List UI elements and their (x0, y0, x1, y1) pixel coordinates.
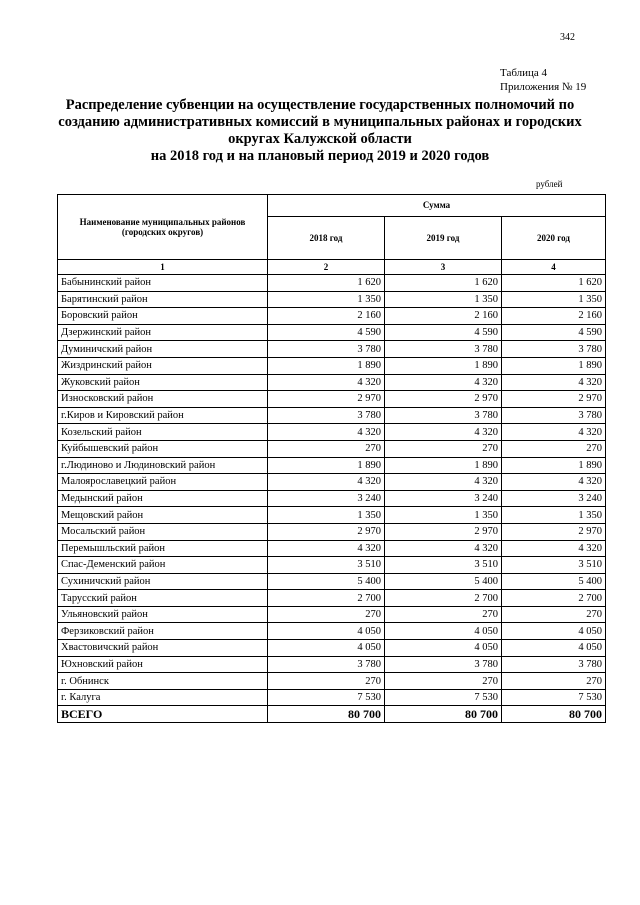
amount-2018: 5 400 (268, 573, 385, 590)
municipality-name: Ферзиковский район (58, 623, 268, 640)
amount-2018: 3 780 (268, 407, 385, 424)
amount-2018: 4 050 (268, 640, 385, 657)
total-label: ВСЕГО (58, 706, 268, 723)
total-2018: 80 700 (268, 706, 385, 723)
amount-2020: 270 (502, 673, 606, 690)
amount-2020: 1 890 (502, 357, 606, 374)
amount-2020: 4 320 (502, 540, 606, 557)
municipality-name: Тарусский район (58, 590, 268, 607)
column-index-3: 3 (385, 260, 502, 275)
amount-2018: 4 320 (268, 540, 385, 557)
header-year-2020: 2020 год (502, 216, 606, 259)
amount-2018: 270 (268, 673, 385, 690)
column-index-4: 4 (502, 260, 606, 275)
amount-2019: 1 350 (385, 291, 502, 308)
municipality-name: Юхновский район (58, 656, 268, 673)
amount-2019: 1 620 (385, 275, 502, 292)
municipality-name: г.Киров и Кировский район (58, 407, 268, 424)
amount-2018: 3 780 (268, 656, 385, 673)
municipality-name: Бабынинский район (58, 275, 268, 292)
header-sum: Сумма (268, 195, 606, 217)
amount-2019: 3 240 (385, 490, 502, 507)
municipality-name: Медынский район (58, 490, 268, 507)
total-row (58, 706, 606, 723)
amount-2020: 270 (502, 606, 606, 623)
header-municipality-name: Наименование муниципальных районов (городских округов) (58, 195, 268, 260)
amount-2019: 2 970 (385, 391, 502, 408)
table-row (58, 391, 606, 408)
amount-2018: 2 700 (268, 590, 385, 607)
amount-2018: 1 890 (268, 357, 385, 374)
municipality-name: Дзержинский район (58, 324, 268, 341)
amount-2019: 270 (385, 606, 502, 623)
header-year-2019: 2019 год (385, 216, 502, 259)
amount-2019: 1 890 (385, 357, 502, 374)
amount-2020: 4 050 (502, 623, 606, 640)
amount-2018: 4 050 (268, 623, 385, 640)
amount-2020: 4 320 (502, 424, 606, 441)
amount-2020: 3 240 (502, 490, 606, 507)
table-row (58, 573, 606, 590)
table-row (58, 474, 606, 491)
amount-2020: 2 700 (502, 590, 606, 607)
amount-2018: 270 (268, 440, 385, 457)
amount-2018: 1 350 (268, 291, 385, 308)
table-row (58, 324, 606, 341)
amount-2020: 4 320 (502, 474, 606, 491)
title-line-3: округах Калужской области (228, 131, 412, 147)
table-row (58, 490, 606, 507)
table-row (58, 374, 606, 391)
amount-2020: 2 970 (502, 523, 606, 540)
header-year-2018: 2018 год (268, 216, 385, 259)
amount-2020: 3 780 (502, 407, 606, 424)
municipality-name: Боровский район (58, 308, 268, 325)
amount-2018: 4 320 (268, 424, 385, 441)
municipality-name: Мосальский район (58, 523, 268, 540)
amount-2020: 4 320 (502, 374, 606, 391)
table-row (58, 606, 606, 623)
amount-2018: 3 510 (268, 557, 385, 574)
municipality-name: Думиничский район (58, 341, 268, 358)
amount-2020: 2 970 (502, 391, 606, 408)
amount-2018: 3 780 (268, 341, 385, 358)
amount-2019: 1 890 (385, 457, 502, 474)
table-row (58, 640, 606, 657)
amount-2020: 7 530 (502, 689, 606, 706)
amount-2020: 3 780 (502, 341, 606, 358)
amount-2020: 1 350 (502, 291, 606, 308)
amount-2019: 4 320 (385, 540, 502, 557)
table-row (58, 540, 606, 557)
amount-2019: 2 700 (385, 590, 502, 607)
amount-2018: 2 970 (268, 523, 385, 540)
annex-reference (500, 66, 586, 94)
municipality-name: Жуковский район (58, 374, 268, 391)
amount-2019: 1 350 (385, 507, 502, 524)
table-row (58, 523, 606, 540)
table-row (58, 424, 606, 441)
amount-2019: 3 780 (385, 407, 502, 424)
amount-2018: 270 (268, 606, 385, 623)
amount-2019: 3 780 (385, 656, 502, 673)
amount-2019: 3 780 (385, 341, 502, 358)
table-row (58, 457, 606, 474)
municipality-name: Козельский район (58, 424, 268, 441)
municipality-name: Перемышльский район (58, 540, 268, 557)
amount-2019: 3 510 (385, 557, 502, 574)
table-row (58, 275, 606, 292)
amount-2019: 2 160 (385, 308, 502, 325)
municipality-name: Малоярославецкий район (58, 474, 268, 491)
table-row (58, 673, 606, 690)
municipality-name: Куйбышевский район (58, 440, 268, 457)
amount-2020: 1 350 (502, 507, 606, 524)
table-row (58, 407, 606, 424)
table-row (58, 590, 606, 607)
municipality-name: Хвастовичский район (58, 640, 268, 657)
amount-2019: 270 (385, 673, 502, 690)
amount-2019: 4 590 (385, 324, 502, 341)
municipality-name: г. Обнинск (58, 673, 268, 690)
table-row (58, 308, 606, 325)
amount-2018: 4 320 (268, 474, 385, 491)
total-2020: 80 700 (502, 706, 606, 723)
amount-2020: 3 780 (502, 656, 606, 673)
amount-2018: 3 240 (268, 490, 385, 507)
table-row (58, 507, 606, 524)
title-line-1: Распределение субвенции на осуществление государственных полномочий по (65, 97, 575, 113)
table-row (58, 357, 606, 374)
amount-2019: 270 (385, 440, 502, 457)
municipality-name: Барятинский район (58, 291, 268, 308)
amount-2020: 4 590 (502, 324, 606, 341)
table-row (58, 291, 606, 308)
amount-2018: 4 320 (268, 374, 385, 391)
amount-2018: 4 590 (268, 324, 385, 341)
amount-2019: 2 970 (385, 523, 502, 540)
amount-2019: 5 400 (385, 573, 502, 590)
amount-2018: 2 970 (268, 391, 385, 408)
annex-appendix-label: Приложения № 19 (500, 81, 587, 93)
units-label: рублей (536, 179, 563, 189)
municipality-name: Сухиничский район (58, 573, 268, 590)
municipality-name: Износковский район (58, 391, 268, 408)
table-row (58, 341, 606, 358)
table-body (58, 275, 606, 706)
amount-2018: 1 350 (268, 507, 385, 524)
amount-2018: 1 890 (268, 457, 385, 474)
column-index-2: 2 (268, 260, 385, 275)
municipality-name: Ульяновский район (58, 606, 268, 623)
amount-2020: 2 160 (502, 308, 606, 325)
amount-2020: 3 510 (502, 557, 606, 574)
subvention-table (57, 194, 606, 723)
amount-2019: 4 320 (385, 474, 502, 491)
table-row (58, 689, 606, 706)
table-row (58, 656, 606, 673)
municipality-name: г.Людиново и Людиновский район (58, 457, 268, 474)
amount-2020: 1 620 (502, 275, 606, 292)
title-line-4: на 2018 год и на плановый период 2019 и 2020 годов (150, 148, 490, 164)
page-number: 342 (560, 32, 575, 43)
amount-2020: 1 890 (502, 457, 606, 474)
annex-table-label: Таблица 4 (500, 67, 548, 79)
amount-2018: 1 620 (268, 275, 385, 292)
amount-2018: 7 530 (268, 689, 385, 706)
amount-2019: 4 050 (385, 640, 502, 657)
municipality-name: Мещовский район (58, 507, 268, 524)
title-line-2: созданию административных комиссий в муниципальных районах и городских (58, 114, 582, 130)
table-row (58, 557, 606, 574)
column-index-1: 1 (58, 260, 268, 275)
municipality-name: г. Калуга (58, 689, 268, 706)
total-2019: 80 700 (385, 706, 502, 723)
amount-2020: 5 400 (502, 573, 606, 590)
amount-2019: 4 050 (385, 623, 502, 640)
table-row (58, 623, 606, 640)
table-row (58, 440, 606, 457)
amount-2020: 4 050 (502, 640, 606, 657)
amount-2018: 2 160 (268, 308, 385, 325)
municipality-name: Спас-Деменский район (58, 557, 268, 574)
amount-2019: 7 530 (385, 689, 502, 706)
amount-2019: 4 320 (385, 374, 502, 391)
document-title (40, 97, 600, 165)
amount-2019: 4 320 (385, 424, 502, 441)
municipality-name: Жиздринский район (58, 357, 268, 374)
amount-2020: 270 (502, 440, 606, 457)
